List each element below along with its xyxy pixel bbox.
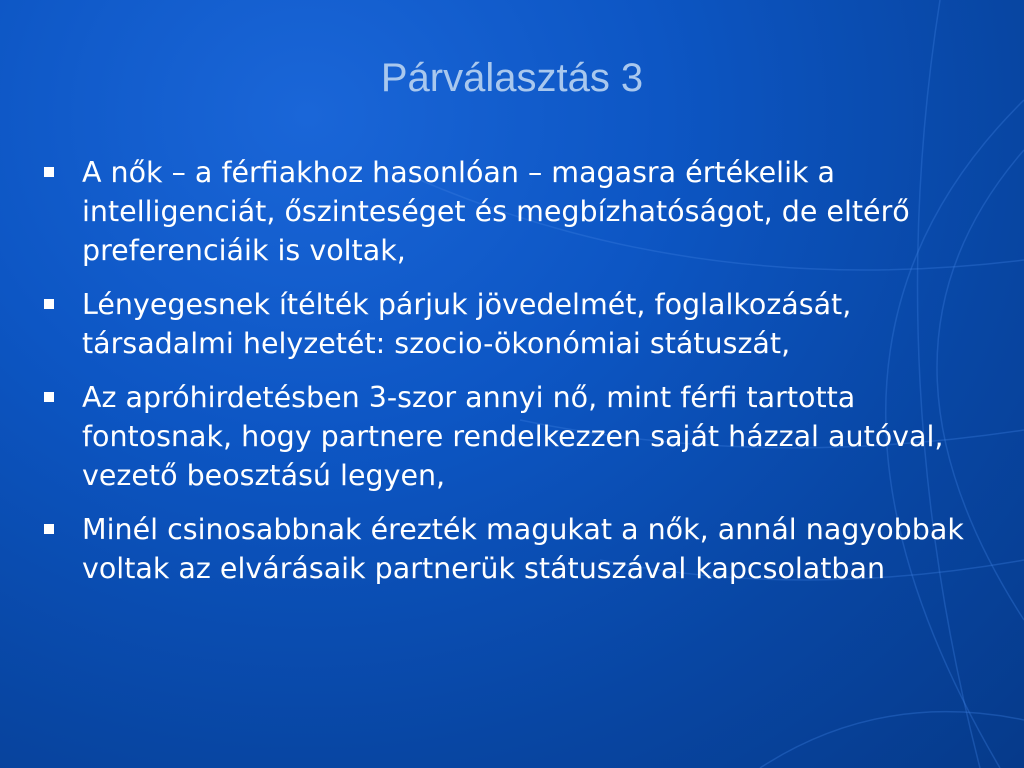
bullet-item xyxy=(40,510,1000,588)
bullet-text: Minél csinosabbnak érezték magukat a nők, annál nagyobbak voltak az elvárásaik partnerük státuszával kapcsolatban xyxy=(82,513,964,585)
bullet-text: A nők – a férfiakhoz hasonlóan – magasra értékelik a intelligenciát, őszinteséget és megbízhatóságot, de eltérő preferenciáik is voltak, xyxy=(82,156,910,267)
bullet-item xyxy=(40,285,1000,363)
bullet-text: Lényegesnek ítélték párjuk jövedelmét, foglalkozását, társadalmi helyzetét: szocio-ökonómiai státuszát, xyxy=(82,288,852,360)
slide-title: Párválasztás 3 xyxy=(380,56,644,100)
square-bullet-icon xyxy=(44,167,54,177)
square-bullet-icon xyxy=(44,299,54,309)
bullet-list xyxy=(40,153,1000,603)
bullet-item xyxy=(40,378,1000,495)
bullet-text: Az apróhirdetésben 3-szor annyi nő, mint férfi tartotta fontosnak, hogy partnere rendelkezzen saját házzal autóval, vezető beosztású legyen, xyxy=(82,381,944,492)
square-bullet-icon xyxy=(44,524,54,534)
bullet-item xyxy=(40,153,1000,270)
square-bullet-icon xyxy=(44,392,54,402)
